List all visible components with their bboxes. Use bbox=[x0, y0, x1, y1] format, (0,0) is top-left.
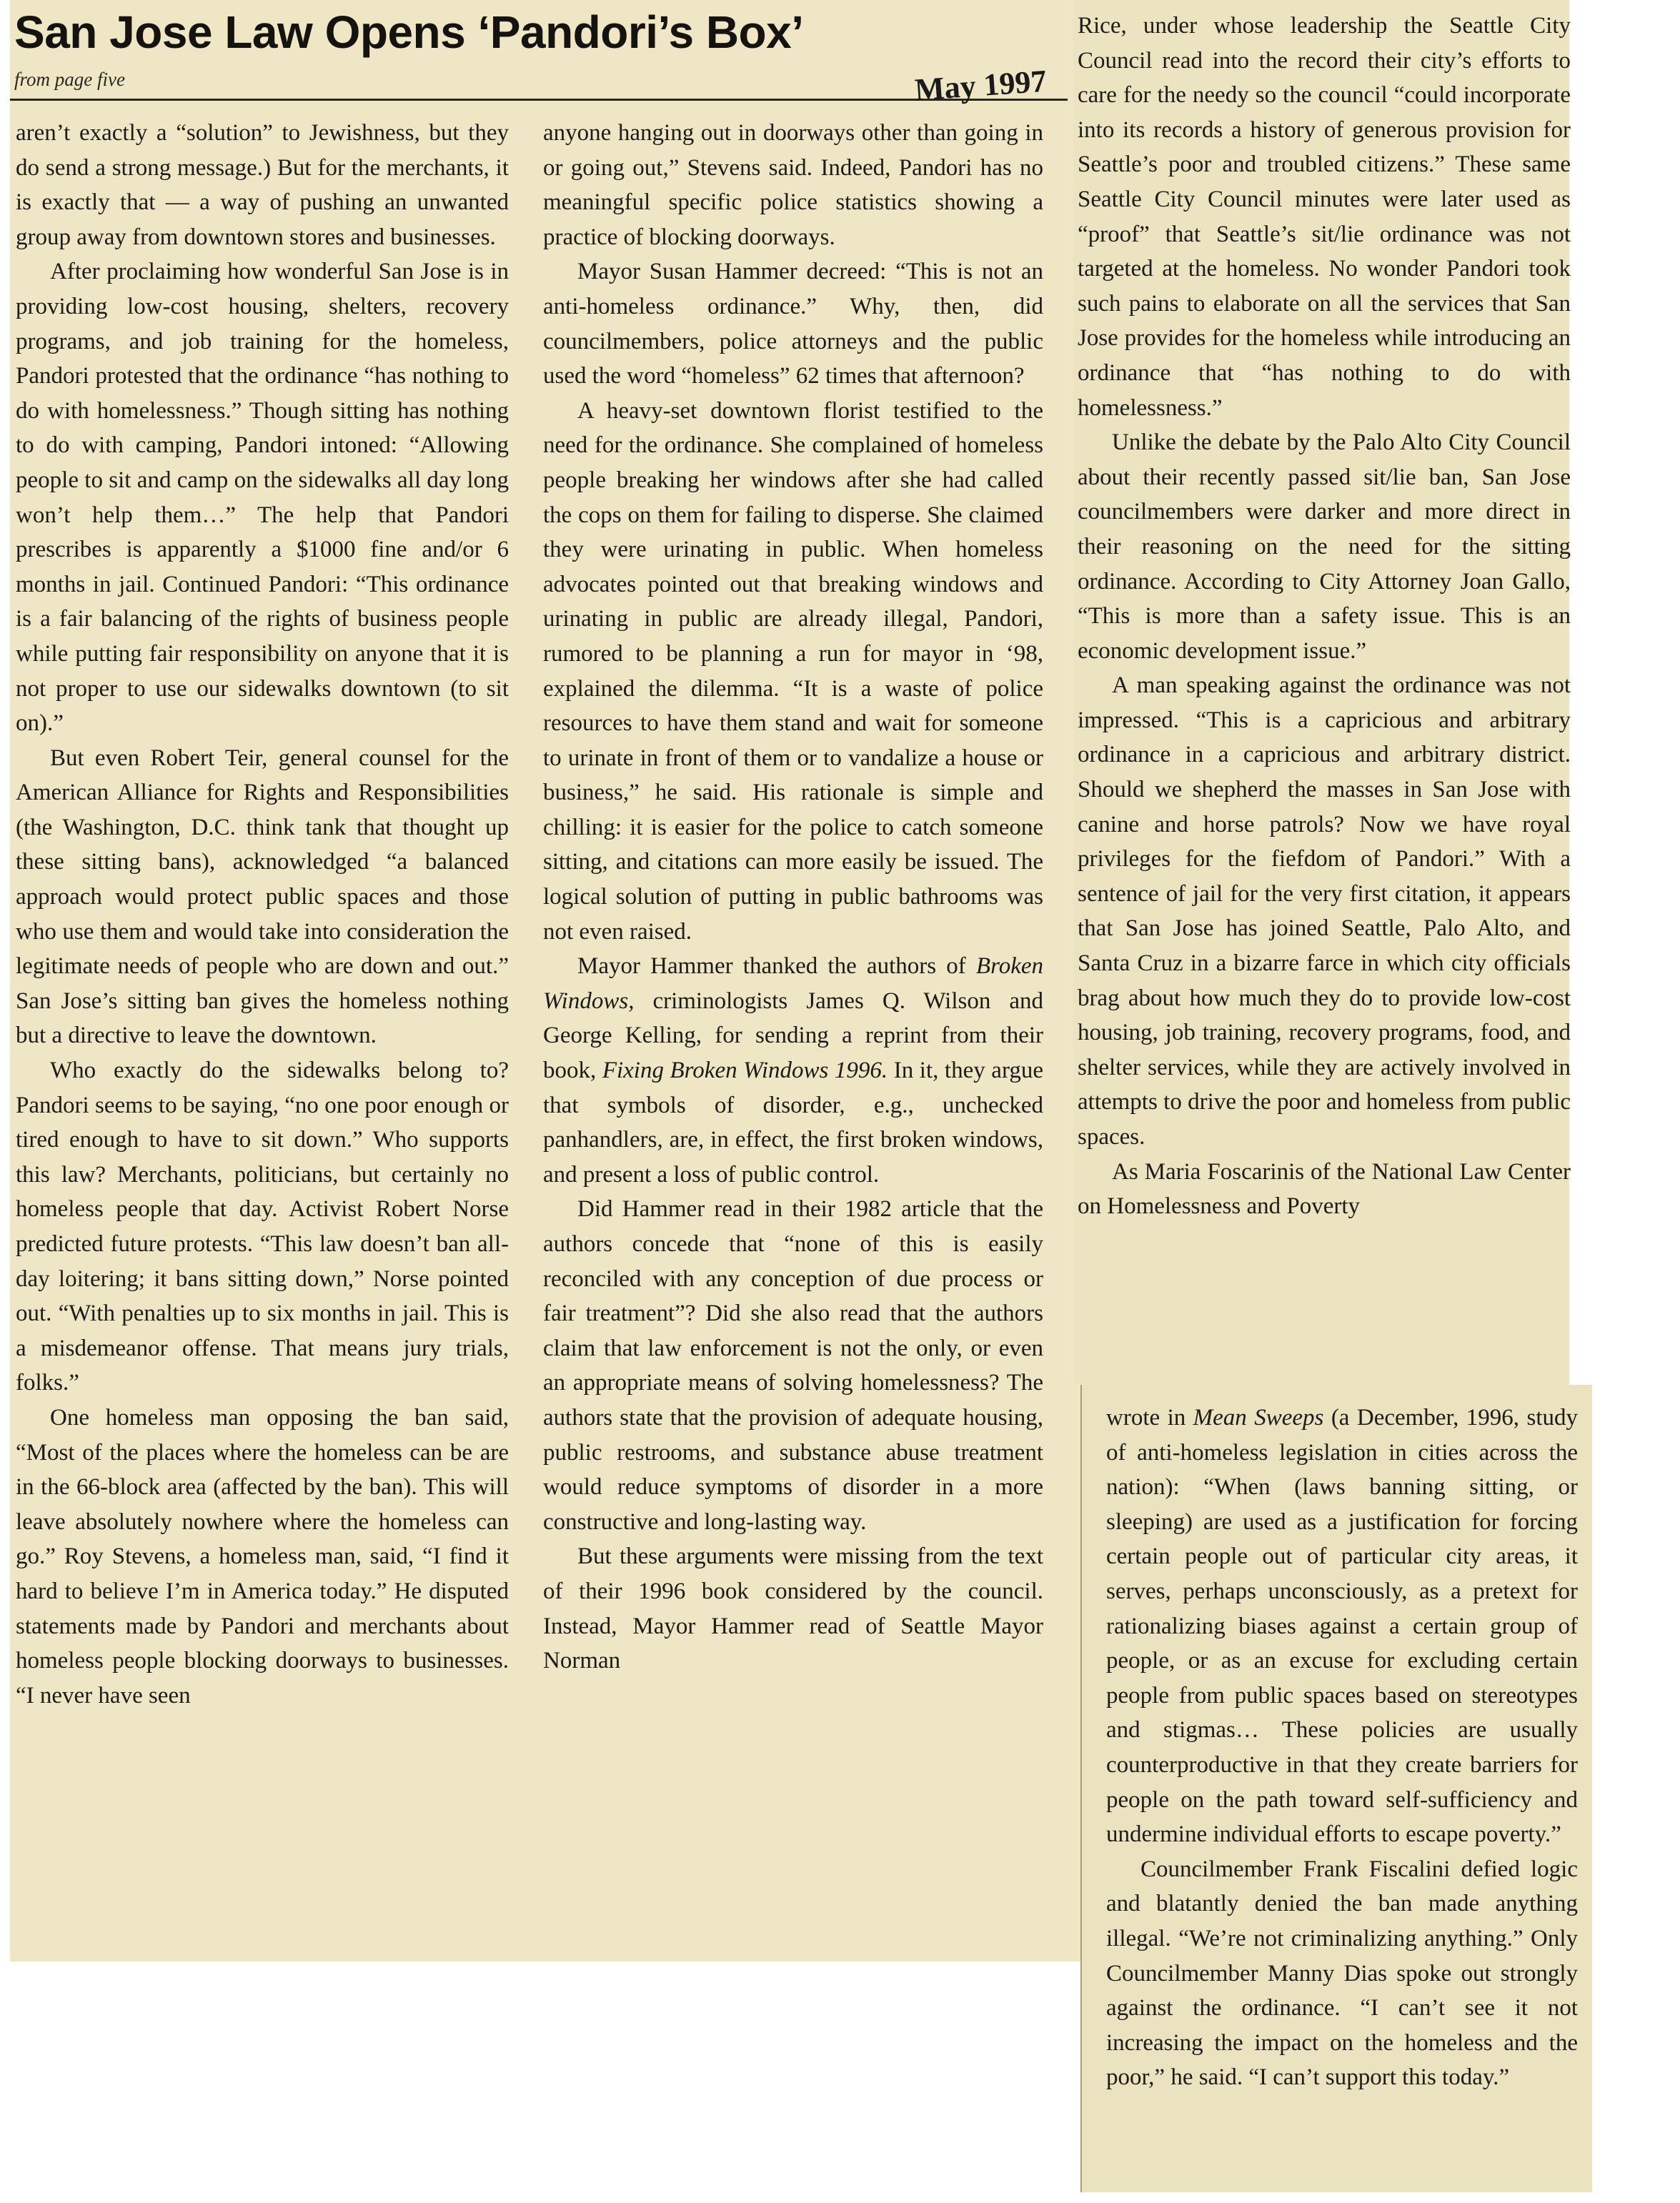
paragraph: Did Hammer read in their 1982 article that the authors concede that “none of this is easily reconciled with any conception of due process or fair treatment”? Did she also read that the authors claim that law enforcement is not the only, or even an appropriate means of solving homelessness? The authors state that the provision of adequate housing, public restrooms, and substance abuse treatment would reduce symptoms of disorder in a more constructive and long-lasting way. bbox=[543, 1196, 1043, 1535]
text-run: In it, they argue that symbols of disorder, e.g., unchecked panhandlers, are, in effect, the first broken windows, and present a loss of public control. bbox=[543, 1058, 1043, 1188]
column-3 bbox=[1078, 9, 1571, 1224]
paragraph bbox=[543, 949, 1043, 1192]
text-run: Mayor Hammer thanked the authors of bbox=[577, 953, 976, 980]
paragraph bbox=[1106, 1401, 1578, 1852]
paragraph: aren’t exactly a “solution” to Jewishness, but they do send a strong message.) But for the merchants, it is exactly that — a way of pushing an unwanted group away from downtown stores and businesses. bbox=[16, 120, 509, 250]
text-run: wrote in bbox=[1106, 1405, 1193, 1431]
headline: San Jose Law Opens ‘Pandori’s Box’ bbox=[14, 6, 804, 58]
paragraph: A heavy-set downtown florist testified to the need for the ordinance. She complained of homeless people breaking her windows after she had called the cops on them for failing to disperse. She claimed they were urinating in public. When homeless advocates pointed out that breaking windows and urinating in public are already illegal, Pandori, rumored to be planning a run for mayor in ‘98, explained the dilemma. “It is a waste of police resources to have them stand and wait for someone to urinate in front of them or to vandalize a house or business,” he said. His rationale is simple and chilling: it is easier for the police to catch someone sitting, and citations can more easily be issued. The logical solution of putting in public bathrooms was not even raised. bbox=[543, 397, 1043, 945]
paragraph: A man speaking against the ordinance was not impressed. “This is a capricious and arbitrary ordinance in a capricious and arbitrary district. Should we shepherd the masses in San Jose with canine and horse patrols? Now we have royal privileges for the fiefdom of Pandori.” With a sentence of jail for the very first citation, it appears that San Jose has joined Seattle, Palo Alto, and Santa Cruz in a bizarre farce in which city officials brag about how much they do to provide low-cost housing, job training, recovery programs, food, and shelter services, while they are actively involved in attempts to drive the poor and homeless from public spaces. bbox=[1078, 672, 1571, 1150]
paragraph: Who exactly do the sidewalks belong to? Pandori seems to be saying, “no one poor enough or tired enough to have to sit down.” Who supports this law? Merchants, politicians, but certainly no homeless people that day. Activist Robert Norse predicted future protests. “This law doesn’t ban all-day loitering; it bans sitting down,” Norse pointed out. “With penalties up to six months in jail. This is a misdemeanor offense. That means jury trials, folks.” bbox=[16, 1058, 509, 1396]
paragraph: But these arguments were missing from the text of their 1996 book considered by the council. Instead, Mayor Hammer read of Seattle Mayor Norman bbox=[543, 1543, 1043, 1674]
column-2 bbox=[543, 116, 1043, 1679]
column-4 bbox=[1106, 1401, 1578, 2095]
text-run: (a December, 1996, study of anti-homeless legislation in cities across the nation): “When (laws banning sitting, or sleeping) are used as a justification for forcing certain people out of particular city areas, it serves, perhaps unconsciously, as a pretext for rationalizing biases against a certain group of people, or as an excuse for excluding certain people from public spaces based on stereotypes and stigmas… These policies are usually counterproductive in that they create barriers for people on the path toward self-sufficiency and undermine individual efforts to escape poverty.” bbox=[1106, 1405, 1578, 1848]
paragraph: One homeless man opposing the ban said, “Most of the places where the homeless can be are in the 66-block area (affected by the ban). This will leave absolutely nowhere where the homeless can go.” Roy Stevens, a homeless man, said, “I find it hard to believe I’m in America today.” He disputed statements made by Pandori and merchants about homeless people blocking doorways to businesses. “I never have seen bbox=[16, 1404, 509, 1709]
paragraph: Mayor Susan Hammer decreed: “This is not an anti-homeless ordinance.” Why, then, did councilmembers, police attorneys and the public used the word “homeless” 62 times that afternoon? bbox=[543, 259, 1043, 389]
paragraph: Councilmember Frank Fiscalini defied logic and blatantly denied the ban made anything illegal. “We’re not criminalizing anything.” Only Councilmember Manny Dias spoke out strongly against the ordinance. “I can’t see it not increasing the impact on the homeless and the poor,” he said. “I can’t support this today.” bbox=[1106, 1856, 1578, 2091]
from-page-label: from page five bbox=[14, 69, 125, 90]
paragraph: anyone hanging out in doorways other than going in or going out,” Stevens said. Indeed, Pandori has no meaningful specific police statistics showing a practice of blocking doorways. bbox=[543, 120, 1043, 250]
paragraph: As Maria Foscarinis of the National Law Center on Homelessness and Poverty bbox=[1078, 1158, 1571, 1220]
date-stamp: May 1997 bbox=[913, 63, 1048, 108]
paragraph: After proclaiming how wonderful San Jose is in providing low-cost housing, shelters, recovery programs, and job training for the homeless, Pandori protested that the ordinance “has nothing to do with homelessness.” Though sitting has nothing to do with camping, Pandori intoned: “Allowing people to sit and camp on the sidewalks all day long won’t help them…” The help that Pandori prescribes is apparently a $1000 fine and/or 6 months in jail. Continued Pandori: “This ordinance is a fair balancing of the rights of business people while putting fair responsibility on anyone that it is not proper to use our sidewalks downtown (to sit on).” bbox=[16, 259, 509, 737]
headline-rule bbox=[10, 99, 1068, 101]
book-title: Fixing Broken Windows 1996. bbox=[602, 1058, 888, 1084]
book-title: Broken Windows, bbox=[543, 953, 1043, 1014]
report-title: Mean Sweeps bbox=[1193, 1405, 1324, 1431]
paragraph: Unlike the debate by the Palo Alto City Council about their recently passed sit/lie ban, San Jose councilmembers were darker and more direct in their reasoning on the need for the sitting ordinance. According to City Attorney Joan Gallo, “This is more than a safety issue. This is an economic development issue.” bbox=[1078, 429, 1571, 664]
paragraph: Rice, under whose leadership the Seattle City Council read into the record their city’s efforts to care for the needy so the council “could incorporate into its records a history of generous provision for Seattle’s poor and troubled citizens.” These same Seattle City Council minutes were later used as “proof” that Seattle’s sit/lie ordinance was not targeted at the homeless. No wonder Pandori took such pains to elaborate on all the services that San Jose provides for the homeless while introducing an ordinance that “has nothing to do with homelessness.” bbox=[1078, 13, 1571, 421]
column-1 bbox=[16, 116, 509, 1713]
paragraph: But even Robert Teir, general counsel for the American Alliance for Rights and Responsibilities (the Washington, D.C. think tank that thought up these sitting bans), acknowledged “a balanced approach would protect public spaces and those who use them and would take into consideration the legitimate needs of people who are down and out.” San Jose’s sitting ban gives the homeless nothing but a directive to leave the downtown. bbox=[16, 745, 509, 1049]
text-run: criminologists James Q. Wilson and George Kelling, for sending a reprint from their book, bbox=[543, 988, 1043, 1084]
